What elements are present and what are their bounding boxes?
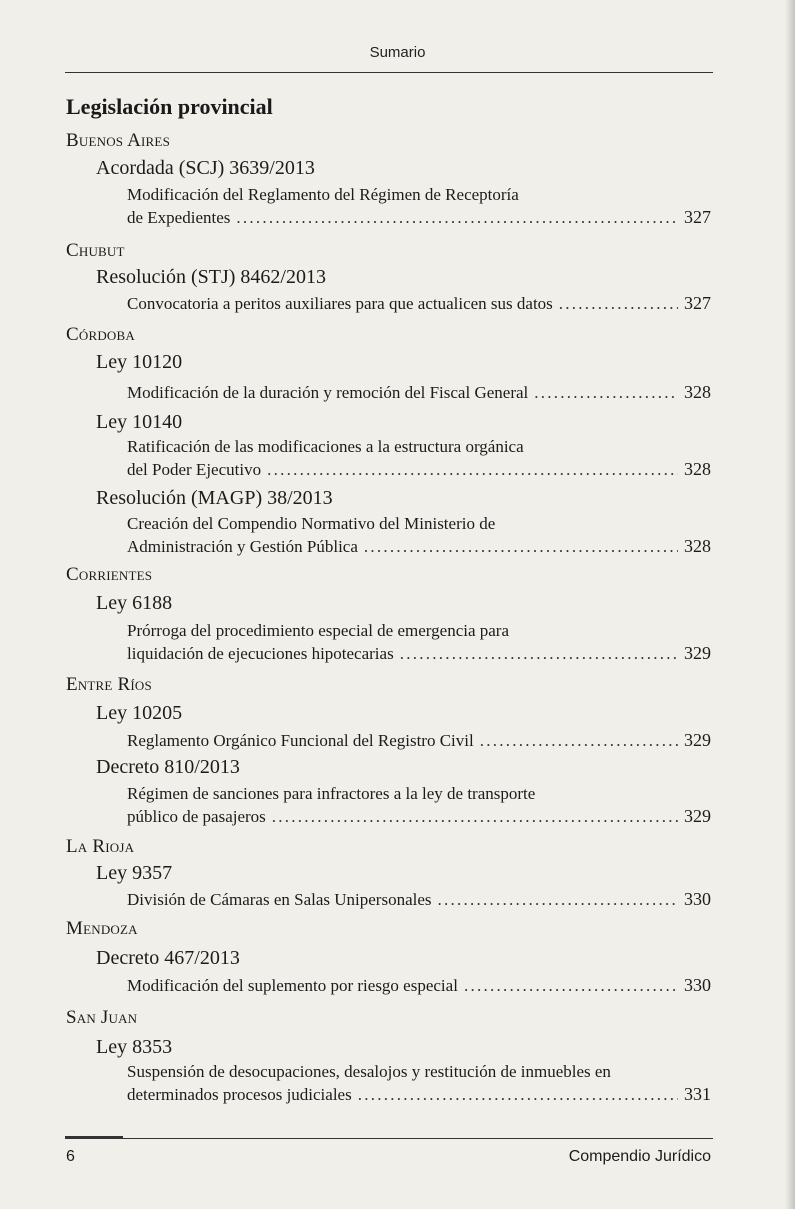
description-last-line (127, 888, 711, 911)
running-header: Sumario (369, 44, 426, 61)
norm-title: Resolución (MAGP) 38/2013 (96, 487, 333, 509)
dot-leader (400, 643, 678, 665)
province-heading: Buenos Aires (66, 130, 171, 151)
description-last-line (127, 642, 711, 665)
norm-title: Decreto 810/2013 (96, 756, 240, 778)
dot-leader (364, 536, 678, 558)
dot-leader (559, 293, 678, 315)
norm-title: Acordada (SCJ) 3639/2013 (96, 157, 315, 179)
description-line: Régimen de sanciones para infractores a la ley de transporte (127, 784, 536, 803)
norm-description (127, 292, 711, 315)
description-line: público de pasajeros (127, 807, 266, 826)
description-line: Convocatoria a peritos auxiliares para que actualicen sus datos (127, 294, 553, 313)
page-reference: 328 (684, 536, 711, 556)
page-reference: 328 (684, 382, 711, 402)
page-reference: 327 (684, 293, 711, 313)
page-reference: 328 (684, 459, 711, 479)
norm-title: Resolución (STJ) 8462/2013 (96, 266, 326, 288)
description-last-line (127, 292, 711, 315)
page-reference: 329 (684, 643, 711, 663)
description-line: Creación del Compendio Normativo del Ministerio de (127, 514, 496, 533)
description-last-line (127, 458, 711, 481)
norm-title: Ley 6188 (96, 592, 173, 614)
page-reference: 331 (684, 1084, 711, 1104)
norm-title: Decreto 467/2013 (96, 947, 240, 969)
dot-leader (534, 382, 678, 404)
norm-description (127, 888, 711, 911)
dot-leader (480, 730, 678, 752)
description-last-line (127, 535, 711, 558)
description-line: Ratificación de las modificaciones a la estructura orgánica (127, 437, 524, 456)
norm-description (127, 184, 711, 229)
description-line: Prórroga del procedimiento especial de emergencia para (127, 621, 510, 640)
norm-description (127, 1061, 711, 1106)
description-line: determinados procesos judiciales (127, 1085, 352, 1104)
dot-leader (272, 806, 678, 828)
description-line: liquidación de ejecuciones hipotecarias (127, 644, 394, 663)
province-heading: La Rioja (66, 836, 135, 857)
page-reference: 327 (684, 207, 711, 227)
province-heading: Corrientes (66, 564, 153, 585)
dot-leader (236, 207, 678, 229)
norm-title: Ley 10120 (96, 351, 183, 373)
norm-description (127, 620, 711, 665)
footer-page-number: 6 (66, 1148, 75, 1165)
norm-title: Ley 8353 (96, 1036, 173, 1058)
norm-title: Ley 9357 (96, 862, 173, 884)
description-line: División de Cámaras en Salas Unipersonales (127, 890, 432, 909)
norm-description (127, 513, 711, 558)
description-last-line (127, 206, 711, 229)
description-line: Administración y Gestión Pública (127, 537, 358, 556)
province-heading: Mendoza (66, 918, 138, 939)
norm-title: Ley 10140 (96, 411, 183, 433)
footer-rule (65, 1138, 713, 1139)
description-line: Modificación del suplemento por riesgo especial (127, 976, 458, 995)
description-line: de Expedientes (127, 208, 231, 227)
dot-leader (267, 459, 678, 481)
description-line: Suspensión de desocupaciones, desalojos y restitución de inmuebles en (127, 1062, 611, 1081)
description-last-line (127, 729, 711, 752)
page-reference: 330 (684, 975, 711, 995)
description-last-line (127, 381, 711, 404)
norm-description (127, 436, 711, 481)
section-title: Legislación provincial (66, 94, 273, 119)
description-last-line (127, 1083, 711, 1106)
province-heading: Córdoba (66, 324, 135, 345)
province-heading: San Juan (66, 1007, 138, 1028)
page-reference: 329 (684, 730, 711, 750)
dot-leader (438, 889, 678, 911)
page-reference: 330 (684, 889, 711, 909)
norm-description (127, 974, 711, 997)
norm-description (127, 729, 711, 752)
norm-description (127, 783, 711, 828)
page-reference: 329 (684, 806, 711, 826)
description-last-line (127, 974, 711, 997)
dot-leader (464, 975, 678, 997)
norm-description (127, 381, 711, 404)
description-line: del Poder Ejecutivo (127, 460, 262, 479)
description-last-line (127, 805, 711, 828)
book-spine-shadow (785, 0, 795, 1209)
description-line: Modificación del Reglamento del Régimen de Receptoría (127, 185, 519, 204)
province-heading: Entre Ríos (66, 674, 152, 695)
dot-leader (358, 1084, 678, 1106)
norm-title: Ley 10205 (96, 702, 183, 724)
description-line: Reglamento Orgánico Funcional del Registro Civil (127, 731, 474, 750)
description-line: Modificación de la duración y remoción del Fiscal General (127, 383, 529, 402)
province-heading: Chubut (66, 240, 125, 261)
header-rule (65, 72, 713, 73)
footer-publication: Compendio Jurídico (568, 1148, 711, 1165)
